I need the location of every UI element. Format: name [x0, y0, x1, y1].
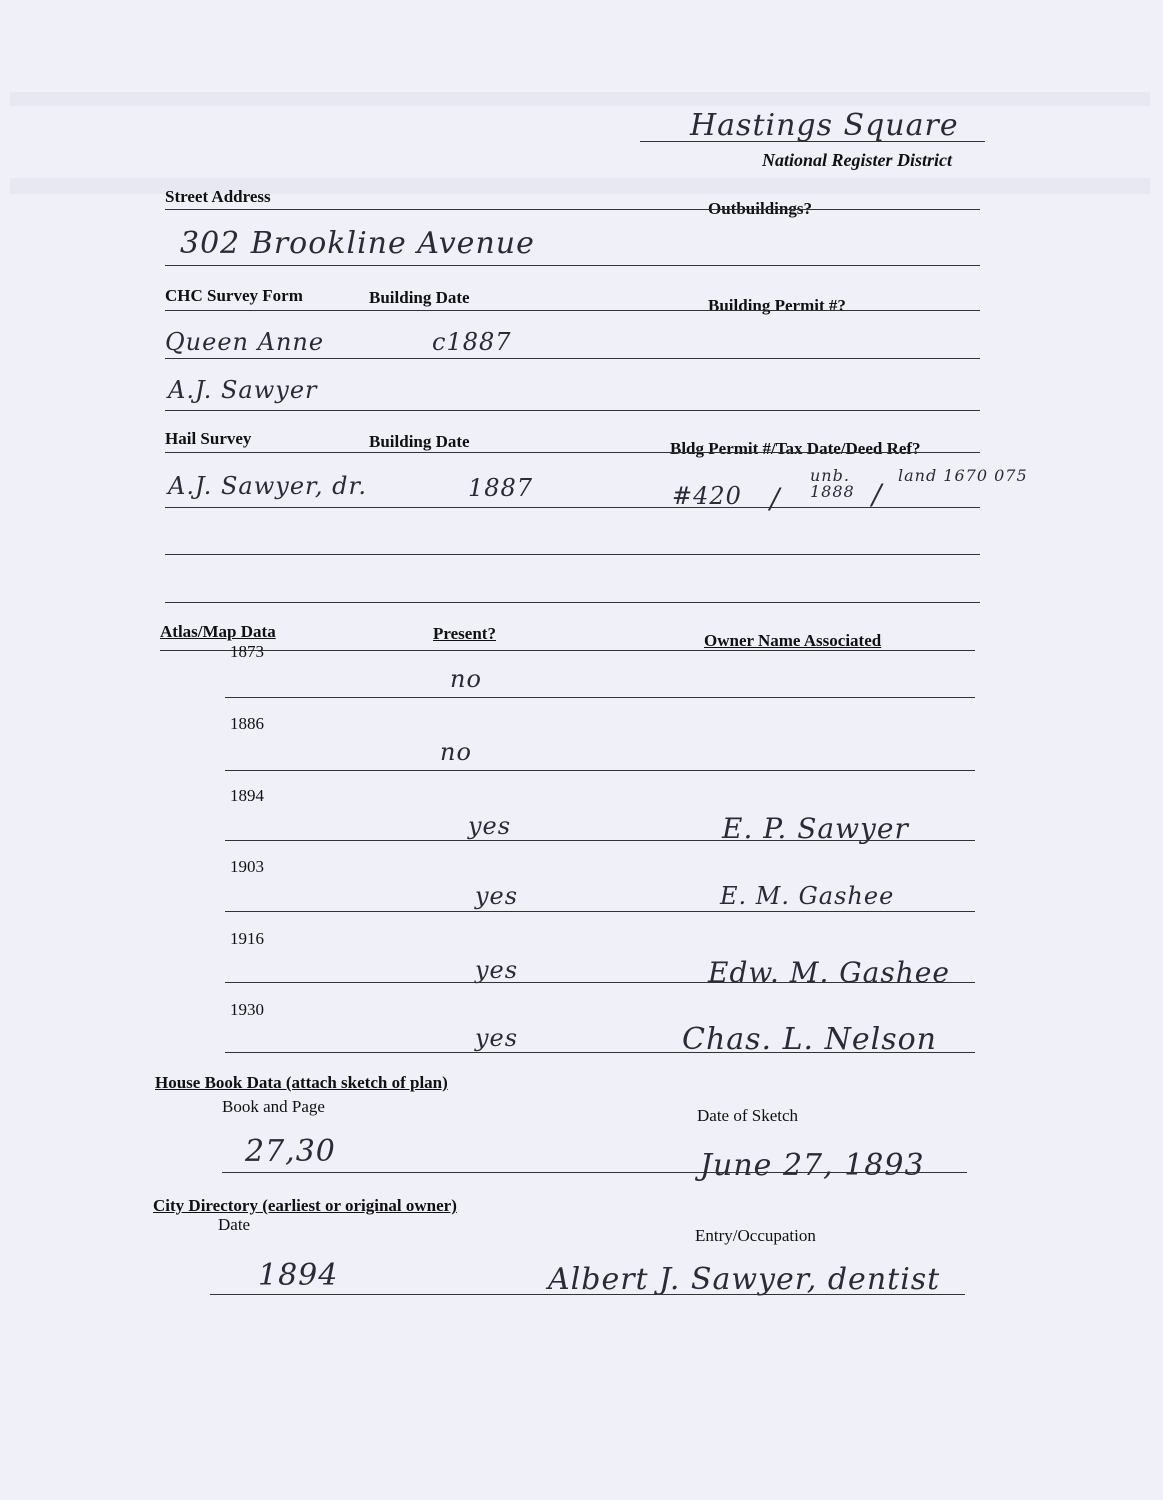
city-directory-label: City Directory (earliest or original owner) [153, 1196, 457, 1215]
atlas-owner: E. P. Sawyer [722, 812, 909, 845]
chc-line [165, 310, 980, 311]
atlas-present: yes [475, 956, 519, 984]
district-label: National Register District [762, 150, 953, 170]
atlas-row-line [225, 697, 975, 698]
scan-band [10, 92, 1150, 106]
atlas-row-line [225, 982, 975, 983]
atlas-year: 1873 [230, 642, 264, 661]
present-label: Present? [433, 624, 496, 643]
chc-building-date-label: Building Date [369, 288, 470, 307]
hail-tax-value: unb. 1888 [810, 466, 855, 501]
street-address-value: 302 Brookline Avenue [180, 226, 535, 261]
entry-occupation-value: Albert J. Sawyer, dentist [548, 1262, 941, 1297]
street-value-line [165, 265, 980, 266]
chc-value-line [165, 358, 980, 359]
street-address-line [165, 209, 980, 210]
atlas-row-line [225, 840, 975, 841]
hail-slash-1: / [770, 482, 781, 515]
atlas-owner: Edw. M. Gashee [708, 956, 950, 989]
entry-occupation-label: Entry/Occupation [695, 1226, 816, 1245]
atlas-row-line [225, 911, 975, 912]
atlas-present: no [450, 665, 482, 693]
atlas-present: yes [475, 1024, 519, 1052]
owner-label: Owner Name Associated [704, 631, 882, 650]
chc-date-value: c1887 [432, 328, 512, 356]
hail-survey-label: Hail Survey [165, 429, 252, 448]
atlas-label: Atlas/Map Data [160, 622, 276, 641]
directory-date-label: Date [218, 1215, 251, 1234]
chc-architect-line [165, 410, 980, 411]
chc-permit-label: Building Permit #? [708, 296, 846, 315]
blank-line [165, 554, 980, 555]
hail-line [165, 452, 980, 453]
sketch-date-label: Date of Sketch [697, 1106, 799, 1125]
chc-architect-value: A.J. Sawyer [168, 376, 318, 404]
atlas-present: no [440, 738, 472, 766]
hail-permit-label: Bldg Permit #/Tax Date/Deed Ref? [670, 439, 921, 458]
atlas-owner: E. M. Gashee [720, 882, 895, 910]
street-address-label: Street Address [165, 187, 271, 206]
directory-date-value: 1894 [258, 1258, 339, 1293]
atlas-year: 1903 [230, 857, 264, 876]
hail-survey-value: A.J. Sawyer, dr. [168, 472, 367, 500]
atlas-row-line [225, 1052, 975, 1053]
hail-permit-value: #420 [672, 482, 742, 510]
district-line [640, 141, 985, 142]
hail-value-line [165, 507, 980, 508]
city-directory-line [210, 1294, 965, 1295]
hail-building-date-label: Building Date [369, 432, 470, 451]
atlas-owner: Chas. L. Nelson [682, 1022, 937, 1057]
atlas-year: 1930 [230, 1000, 264, 1019]
book-page-label: Book and Page [222, 1097, 325, 1116]
chc-style-value: Queen Anne [165, 328, 325, 356]
house-book-label: House Book Data (attach sketch of plan) [155, 1073, 448, 1092]
book-page-value: 27,30 [245, 1134, 336, 1169]
outbuildings-label: Outbuildings? [708, 199, 812, 218]
atlas-present: yes [475, 882, 519, 910]
hail-date-value: 1887 [468, 474, 534, 502]
chc-survey-label: CHC Survey Form [165, 286, 303, 305]
atlas-year: 1894 [230, 786, 264, 805]
house-book-line [222, 1172, 967, 1173]
hail-slash-2: / [872, 478, 883, 511]
atlas-year: 1916 [230, 929, 264, 948]
atlas-header-line [160, 650, 975, 651]
hail-deed-value: land 1670 075 [898, 466, 1028, 485]
atlas-year: 1886 [230, 714, 264, 733]
sketch-date-value: June 27, 1893 [700, 1148, 925, 1183]
blank-line [165, 602, 980, 603]
atlas-row-line [225, 770, 975, 771]
atlas-present: yes [468, 812, 512, 840]
district-name-handwritten: Hastings Square [690, 108, 959, 143]
